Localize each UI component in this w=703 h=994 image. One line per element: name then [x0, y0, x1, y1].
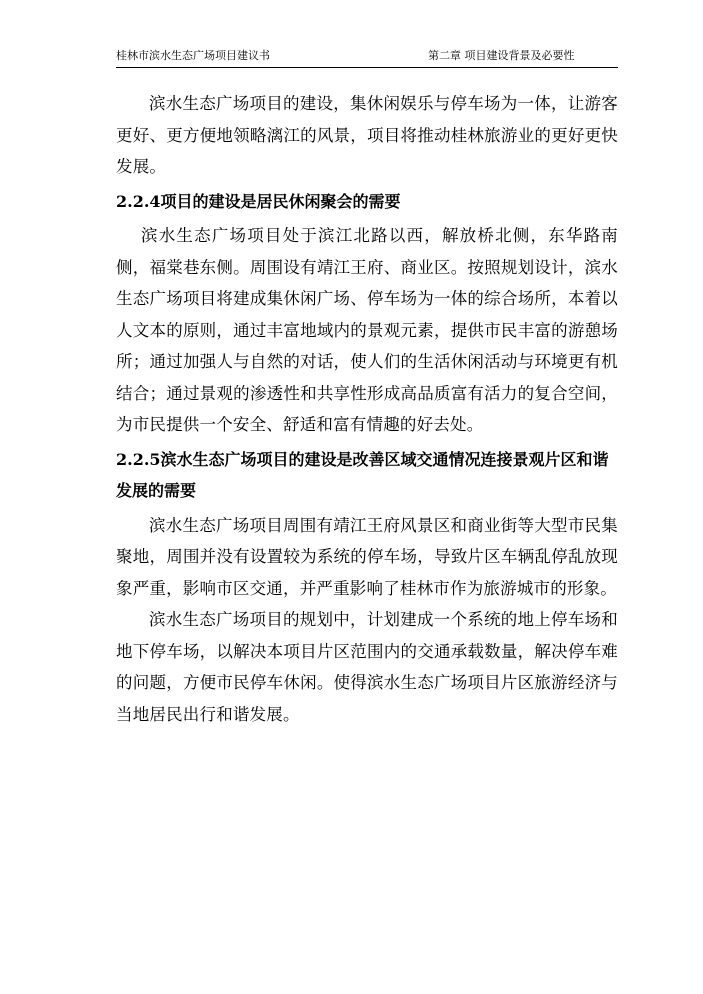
- section-2-2-4-heading: 2.2.4项目的建设是居民休闲聚会的需要: [116, 191, 401, 211]
- document-title: 桂林市滨水生态广场项目建议书: [116, 49, 270, 62]
- section-2-2-5-paragraph-2: 滨水生态广场项目的规划中，计划建成一个系统的地上停车场和地下停车场，以解决本项目片区范围内的交通承载数量，解决停车难的问题，方便市民停车休闲。使得滨水生态广场项目片区旅游经济与当地居民出行和谐发展。: [116, 610, 618, 724]
- section-2-2-5-heading: 2.2.5滨水生态广场项目的建设是改善区域交通情况连接景观片区和谐发展的需要: [116, 449, 609, 500]
- section-2-2-4-paragraph: 滨水生态广场项目处于滨江北路以西，解放桥北侧，东华路南侧，福棠巷东侧。周围设有靖江王府、商业区。按照规划设计，滨水生态广场项目将建成集休闲广场、停车场为一体的综合场所，本着以人文本的原则，通过丰富地域内的景观元素，提供市民丰富的游憩场所；通过加强人与自然的对话，使人们的生活休闲活动与环境更有机结合；通过景观的渗透性和共享性形成高品质富有活力的复合空间，为市民提供一个安全、舒适和富有情趣的好去处。: [116, 226, 618, 434]
- section-2-2-5-paragraph-1: 滨水生态广场项目周围有靖江王府风景区和商业街等大型市民集聚地，周围并没有设置较为系统的停车场，导致片区车辆乱停乱放现象严重，影响市区交通，并严重影响了桂林市作为旅游城市的形象。: [116, 515, 618, 598]
- document-body: [116, 88, 618, 730]
- chapter-title: 第二章 项目建设背景及必要性: [428, 49, 575, 62]
- page-header: [116, 49, 618, 68]
- intro-paragraph: 滨水生态广场项目的建设，集休闲娱乐与停车场为一体，让游客更好、更方便地领略漓江的风景，项目将推动桂林旅游业的更好更快发展。: [116, 94, 618, 176]
